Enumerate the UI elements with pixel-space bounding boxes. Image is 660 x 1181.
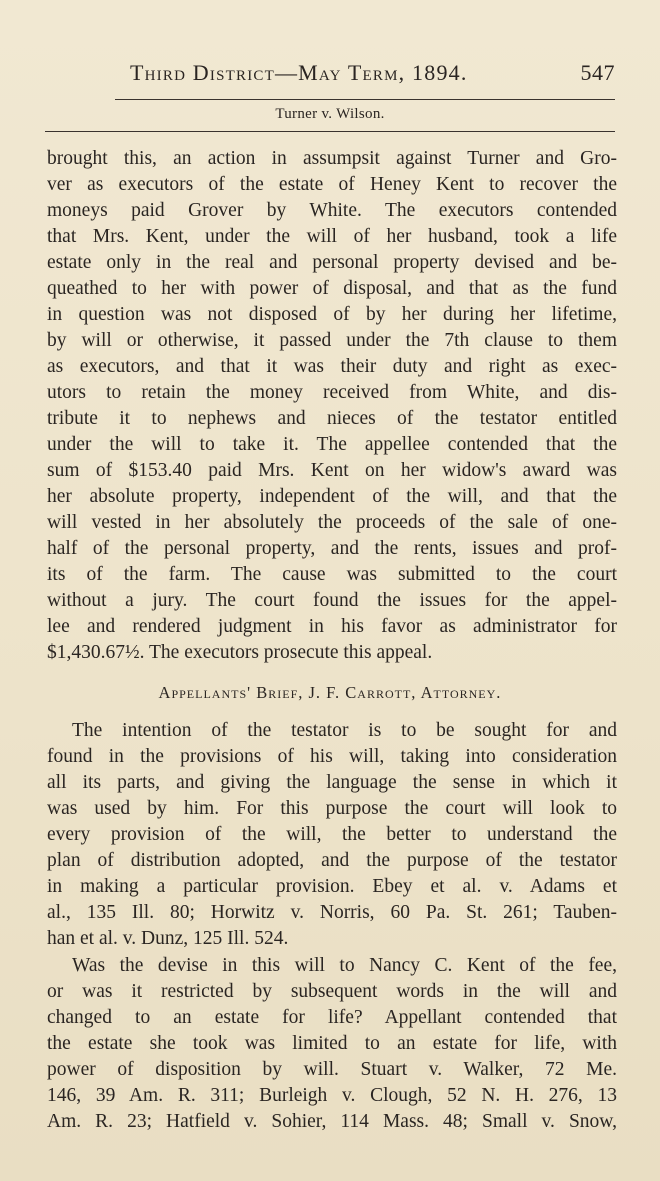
text-line: that Mrs. Kent, under the will of her husband, took a life: [47, 226, 617, 247]
text-line: changed to an estate for life? Appellant contended that: [47, 1007, 617, 1028]
text-line: the estate she took was limited to an estate for life, with: [47, 1033, 617, 1054]
text-line: as executors, and that it was their duty and right as exec-: [47, 356, 617, 377]
text-line: in question was not disposed of by her during her lifetime,: [47, 304, 617, 325]
text-line: will vested in her absolutely the proceeds of the sale of one-: [47, 512, 617, 533]
text-line: brought this, an action in assumpsit against Turner and Gro-: [47, 148, 617, 169]
header-rule-top: [115, 99, 615, 100]
text-line: The intention of the testator is to be sought for and: [72, 720, 617, 741]
text-line: power of disposition by will. Stuart v. Walker, 72 Me.: [47, 1059, 617, 1080]
text-line: han et al. v. Dunz, 125 Ill. 524.: [47, 928, 289, 949]
text-line: was used by him. For this purpose the court will look to: [47, 798, 617, 819]
text-line: half of the personal property, and the rents, issues and prof-: [47, 538, 617, 559]
case-caption: Turner v. Wilson.: [275, 106, 385, 122]
text-line: her absolute property, independent of the will, and that the: [47, 486, 617, 507]
text-line: without a jury. The court found the issues for the appel-: [47, 590, 617, 611]
text-line: its of the farm. The cause was submitted to the court: [47, 564, 617, 585]
running-title: Third District—May Term, 1894.: [130, 60, 468, 85]
text-line: every provision of the will, the better to understand the: [47, 824, 617, 845]
text-line: in making a particular provision. Ebey et al. v. Adams et: [47, 876, 617, 897]
header-rule-bottom: [45, 131, 615, 132]
text-line: all its parts, and giving the language the sense in which it: [47, 772, 617, 793]
text-line: under the will to take it. The appellee contended that the: [47, 434, 617, 455]
text-line: estate only in the real and personal property devised and be-: [47, 252, 617, 273]
brief-heading: Appellants' Brief, J. F. Carrott, Attorney.: [158, 683, 502, 702]
text-line: queathed to her with power of disposal, and that as the fund: [47, 278, 617, 299]
text-line: ver as executors of the estate of Heney Kent to recover the: [47, 174, 617, 195]
text-line: lee and rendered judgment in his favor as administrator for: [47, 616, 617, 637]
text-line: or was it restricted by subsequent words in the will and: [47, 981, 617, 1002]
text-line: found in the provisions of his will, taking into consideration: [47, 746, 617, 767]
running-head: [130, 60, 615, 92]
text-line: Was the devise in this will to Nancy C. Kent of the fee,: [72, 955, 617, 976]
text-line: 146, 39 Am. R. 311; Burleigh v. Clough, 52 N. H. 276, 13: [47, 1085, 617, 1106]
text-line: by will or otherwise, it passed under the 7th clause to them: [47, 330, 617, 351]
text-line: plan of distribution adopted, and the purpose of the testator: [47, 850, 617, 871]
text-line: Am. R. 23; Hatfield v. Sohier, 114 Mass. 48; Small v. Snow,: [47, 1111, 617, 1132]
page-number: 547: [580, 60, 615, 85]
text-line: sum of $153.40 paid Mrs. Kent on her widow's award was: [47, 460, 617, 481]
text-line: moneys paid Grover by White. The executors contended: [47, 200, 617, 221]
text-line: utors to retain the money received from White, and dis-: [47, 382, 617, 403]
text-line: $1,430.67½. The executors prosecute this appeal.: [47, 642, 433, 663]
text-line: al., 135 Ill. 80; Horwitz v. Norris, 60 Pa. St. 261; Tauben-: [47, 902, 617, 923]
text-line: tribute it to nephews and nieces of the testator entitled: [47, 408, 617, 429]
